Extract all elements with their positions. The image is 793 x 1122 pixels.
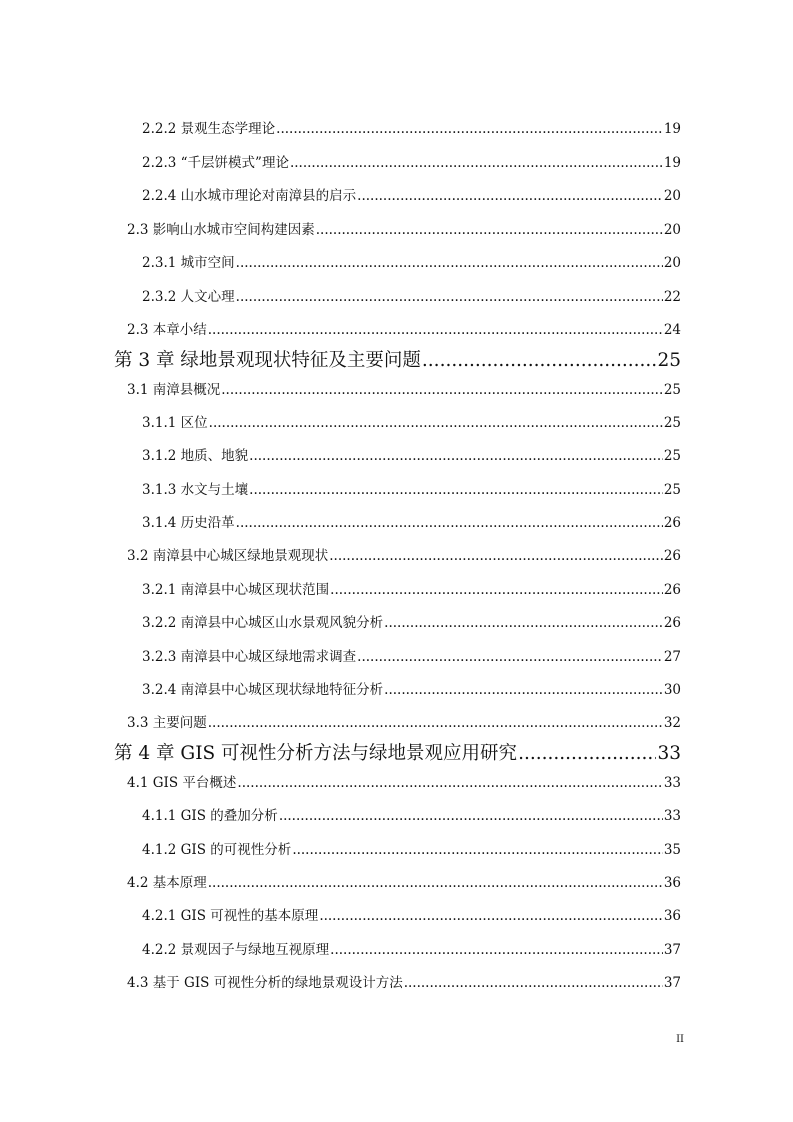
toc-dot-leader — [330, 580, 663, 600]
toc-dot-leader — [276, 119, 663, 139]
toc-dot-leader — [290, 153, 663, 173]
toc-entry-page: 33 — [663, 775, 681, 791]
toc-entry-title: 2.3 本章小结 — [127, 322, 207, 338]
toc-entry-title: 2.3 影响山水城市空间构建因素 — [127, 222, 315, 238]
toc-dot-leader — [404, 973, 663, 993]
toc-entry-title: 2.3.1 城市空间 — [142, 255, 235, 271]
toc-entry-page: 26 — [663, 582, 681, 598]
toc-entry-title: 3.3 主要问题 — [127, 715, 207, 731]
toc-entry-title: 2.2.2 景观生态学理论 — [142, 121, 276, 137]
toc-section-entry[interactable] — [127, 546, 681, 566]
toc-entry-title: 2.3.2 人文心理 — [142, 289, 235, 305]
toc-entry-title: 4.1.1 GIS 的叠加分析 — [142, 808, 278, 824]
toc-entry-page: 20 — [663, 222, 681, 238]
toc-entry-title: 3.2.4 南漳县中心城区现状绿地特征分析 — [142, 682, 384, 698]
toc-dot-leader — [384, 613, 663, 633]
toc-entry-page: 36 — [663, 908, 681, 924]
toc-entry-page: 25 — [663, 448, 681, 464]
toc-entry-title: 第 4 章 GIS 可视性分析方法与绿地景观应用研究 — [114, 743, 518, 764]
toc-entry-page: 36 — [663, 875, 681, 891]
toc-subsection-entry[interactable] — [142, 446, 681, 466]
toc-dot-leader — [357, 647, 663, 667]
toc-dot-leader — [422, 348, 657, 374]
toc-chapter-entry[interactable] — [114, 741, 681, 767]
toc-dot-leader — [329, 546, 663, 566]
toc-entry-page: 19 — [663, 155, 681, 171]
toc-section-entry[interactable] — [127, 220, 681, 240]
toc-dot-leader — [208, 713, 663, 733]
toc-entry-page: 33 — [657, 743, 681, 764]
toc-subsection-entry[interactable] — [142, 413, 681, 433]
toc-entry-title: 3.1.2 地质、地貌 — [142, 448, 249, 464]
toc-entry-page: 19 — [663, 121, 681, 137]
toc-entry-title: 3.2.2 南漳县中心城区山水景观风貌分析 — [142, 615, 384, 631]
toc-entry-page: 33 — [663, 808, 681, 824]
toc-entry-title: 3.1 南漳县概况 — [127, 382, 221, 398]
toc-subsection-entry[interactable] — [142, 480, 681, 500]
toc-entry-page: 22 — [663, 289, 681, 305]
toc-subsection-entry[interactable] — [142, 840, 681, 860]
toc-chapter-entry[interactable] — [114, 348, 681, 374]
toc-subsection-entry[interactable] — [142, 287, 681, 307]
toc-subsection-entry[interactable] — [142, 906, 681, 926]
toc-entry-page: 20 — [663, 255, 681, 271]
toc-dot-leader — [208, 320, 663, 340]
toc-entry-page: 32 — [663, 715, 681, 731]
toc-dot-leader — [316, 220, 663, 240]
toc-entry-page: 25 — [663, 482, 681, 498]
toc-dot-leader — [279, 806, 663, 826]
toc-entry-page: 25 — [657, 350, 681, 371]
toc-subsection-entry[interactable] — [142, 253, 681, 273]
toc-entry-page: 24 — [663, 322, 681, 338]
toc-dot-leader — [357, 186, 663, 206]
toc-subsection-entry[interactable] — [142, 513, 681, 533]
toc-entry-title: 4.2.2 景观因子与绿地互视原理 — [142, 942, 330, 958]
toc-entry-title: 3.1.3 水文与土壤 — [142, 482, 249, 498]
toc-subsection-entry[interactable] — [142, 580, 681, 600]
toc-dot-leader — [518, 741, 656, 767]
toc-entry-title: 3.1.4 历史沿革 — [142, 515, 235, 531]
toc-dot-leader — [236, 513, 663, 533]
toc-subsection-entry[interactable] — [142, 186, 681, 206]
toc-subsection-entry[interactable] — [142, 647, 681, 667]
toc-subsection-entry[interactable] — [142, 806, 681, 826]
toc-entry-page: 26 — [663, 548, 681, 564]
toc-section-entry[interactable] — [127, 380, 681, 400]
toc-section-entry[interactable] — [127, 713, 681, 733]
toc-entry-page: 25 — [663, 415, 681, 431]
toc-entry-page: 20 — [663, 188, 681, 204]
toc-dot-leader — [236, 287, 663, 307]
toc-subsection-entry[interactable] — [142, 680, 681, 700]
toc-section-entry[interactable] — [127, 873, 681, 893]
toc-entry-title: 2.2.4 山水城市理论对南漳县的启示 — [142, 188, 357, 204]
toc-entry-title: 3.1.1 区位 — [142, 415, 208, 431]
toc-dot-leader — [249, 480, 663, 500]
toc-entry-page: 30 — [663, 682, 681, 698]
page-number: II — [676, 1034, 684, 1045]
toc-dot-leader — [249, 446, 663, 466]
toc-entry-page: 35 — [663, 842, 681, 858]
toc-entry-page: 37 — [663, 975, 681, 991]
toc-entry-title: 4.2.1 GIS 可视性的基本原理 — [142, 908, 319, 924]
toc-entry-title: 2.2.3 “千层饼模式”理论 — [142, 155, 289, 171]
toc-dot-leader — [237, 773, 662, 793]
toc-dot-leader — [292, 840, 663, 860]
toc-entry-title: 3.2.1 南漳县中心城区现状范围 — [142, 582, 330, 598]
toc-entry-page: 26 — [663, 615, 681, 631]
toc-subsection-entry[interactable] — [142, 119, 681, 139]
toc-entry-title: 3.2 南漳县中心城区绿地景观现状 — [127, 548, 329, 564]
toc-dot-leader — [208, 873, 663, 893]
toc-entry-title: 4.1.2 GIS 的可视性分析 — [142, 842, 292, 858]
toc-entry-page: 27 — [663, 649, 681, 665]
toc-dot-leader — [209, 413, 663, 433]
toc-entry-title: 第 3 章 绿地景观现状特征及主要问题 — [114, 350, 421, 371]
toc-section-entry[interactable] — [127, 773, 681, 793]
toc-entry-title: 3.2.3 南漳县中心城区绿地需求调查 — [142, 649, 357, 665]
toc-section-entry[interactable] — [127, 973, 681, 993]
toc-subsection-entry[interactable] — [142, 940, 681, 960]
toc-entry-page: 37 — [663, 942, 681, 958]
toc-subsection-entry[interactable] — [142, 613, 681, 633]
toc-dot-leader — [236, 253, 663, 273]
toc-entry-page: 25 — [663, 382, 681, 398]
toc-entry-title: 4.1 GIS 平台概述 — [127, 775, 237, 791]
toc-dot-leader — [221, 380, 663, 400]
toc-section-entry[interactable] — [127, 320, 681, 340]
toc-subsection-entry[interactable] — [142, 153, 681, 173]
toc-dot-leader — [319, 906, 663, 926]
toc-entry-title: 4.3 基于 GIS 可视性分析的绿地景观设计方法 — [127, 975, 403, 991]
toc-dot-leader — [330, 940, 663, 960]
toc-dot-leader — [384, 680, 663, 700]
toc-entry-page: 26 — [663, 515, 681, 531]
toc-entry-title: 4.2 基本原理 — [127, 875, 207, 891]
